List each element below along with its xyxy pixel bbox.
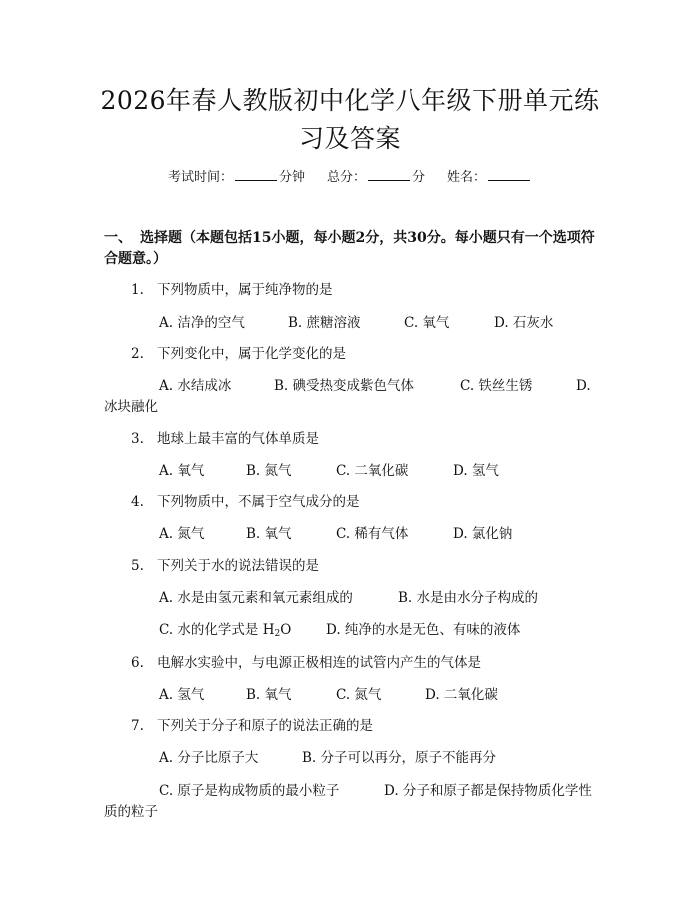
question-6-stem [131, 653, 481, 673]
question-5-option-a: A. 水是由氢元素和氧元素组成的 [159, 590, 353, 606]
question-text: 下列物质中，属于纯净物的是 [157, 282, 333, 298]
water-formula: $H_2O$ [262, 622, 292, 639]
question-6-option-b: B. 氧气 [246, 687, 292, 703]
question-6-option-c: C. 氮气 [336, 687, 382, 703]
option-c-text: C. 水的化学式是 [159, 622, 259, 638]
question-2-stem [131, 344, 346, 364]
question-4-stem [131, 492, 360, 512]
question-text: 下列关于水的说法错误的是 [157, 558, 319, 574]
question-number: 2. [131, 346, 144, 362]
question-2-option-d-wrap: 冰块融化 [104, 399, 158, 415]
question-number: 5. [131, 558, 144, 574]
time-blank [235, 168, 277, 181]
question-7-stem [131, 716, 373, 736]
question-3-stem [131, 429, 319, 449]
question-text: 下列物质中，不属于空气成分的是 [157, 494, 360, 510]
name-blank [488, 168, 530, 181]
question-5-option-c [159, 620, 291, 644]
question-2-option-b: B. 碘受热变成紫色气体 [274, 378, 415, 394]
question-text: 电解水实验中，与电源正极相连的试管内产生的气体是 [157, 655, 481, 671]
question-7-option-b: B. 分子可以再分，原子不能再分 [302, 750, 497, 766]
section-heading [104, 228, 604, 270]
question-1-option-c: C. 氧气 [404, 315, 450, 331]
question-7-option-d-wrap: 质的粒子 [104, 804, 158, 820]
exam-info [0, 168, 700, 188]
question-text: 地球上最丰富的气体单质是 [157, 431, 319, 447]
question-2-option-d: D. [576, 378, 591, 394]
question-7-option-d: D. 分子和原子都是保持物质化学性 [384, 783, 592, 799]
section-number: 一、 [104, 230, 132, 246]
document-title: 2026年春人教版初中化学八年级下册单元练习及答案 [100, 86, 600, 153]
section-instructions: 选择题（本题包括15小题，每小题2分，共30分。每小题只有一个选项符 [140, 230, 595, 246]
question-5-option-b: B. 水是由水分子构成的 [398, 590, 539, 606]
question-4-option-b: B. 氧气 [246, 526, 292, 542]
question-number: 3. [131, 431, 144, 447]
question-4-option-a: A. 氮气 [159, 526, 205, 542]
question-number: 7. [131, 718, 144, 734]
question-3-option-d: D. 氢气 [453, 463, 499, 479]
question-1-option-b: B. 蔗糖溶液 [288, 315, 361, 331]
question-4-option-d: D. 氯化钠 [453, 526, 513, 542]
question-text: 下列关于分子和原子的说法正确的是 [157, 718, 373, 734]
question-6-option-d: D. 二氧化碳 [425, 687, 498, 703]
question-text: 下列变化中，属于化学变化的是 [157, 346, 346, 362]
question-2-option-c: C. 铁丝生锈 [460, 378, 533, 394]
question-3-option-a: A. 氧气 [159, 463, 205, 479]
question-7-option-a: A. 分子比原子大 [159, 750, 259, 766]
score-blank [368, 168, 410, 181]
name-label: 姓名： [447, 170, 487, 185]
question-number: 6. [131, 655, 144, 671]
section-instructions-cont: 合题意。） [104, 251, 167, 267]
question-5-option-d: D. 纯净的水是无色、有味的液体 [326, 622, 521, 638]
question-1-option-a: A. 洁净的空气 [159, 315, 245, 331]
score-label: 总分： [326, 170, 366, 185]
question-number: 1. [131, 282, 144, 298]
question-4-option-c: C. 稀有气体 [336, 526, 409, 542]
question-1-stem [131, 280, 333, 300]
question-7-option-c: C. 原子是构成物质的最小粒子 [159, 783, 340, 799]
question-5-stem [131, 556, 319, 576]
time-label: 考试时间： [167, 170, 233, 185]
question-number: 4. [131, 494, 144, 510]
score-unit: 分 [412, 170, 426, 185]
question-6-option-a: A. 氢气 [159, 687, 205, 703]
question-1-option-d: D. 石灰水 [494, 315, 554, 331]
question-3-option-c: C. 二氧化碳 [336, 463, 409, 479]
question-2-option-a: A. 水结成冰 [159, 378, 232, 394]
time-unit: 分钟 [278, 170, 305, 185]
question-3-option-b: B. 氮气 [246, 463, 292, 479]
